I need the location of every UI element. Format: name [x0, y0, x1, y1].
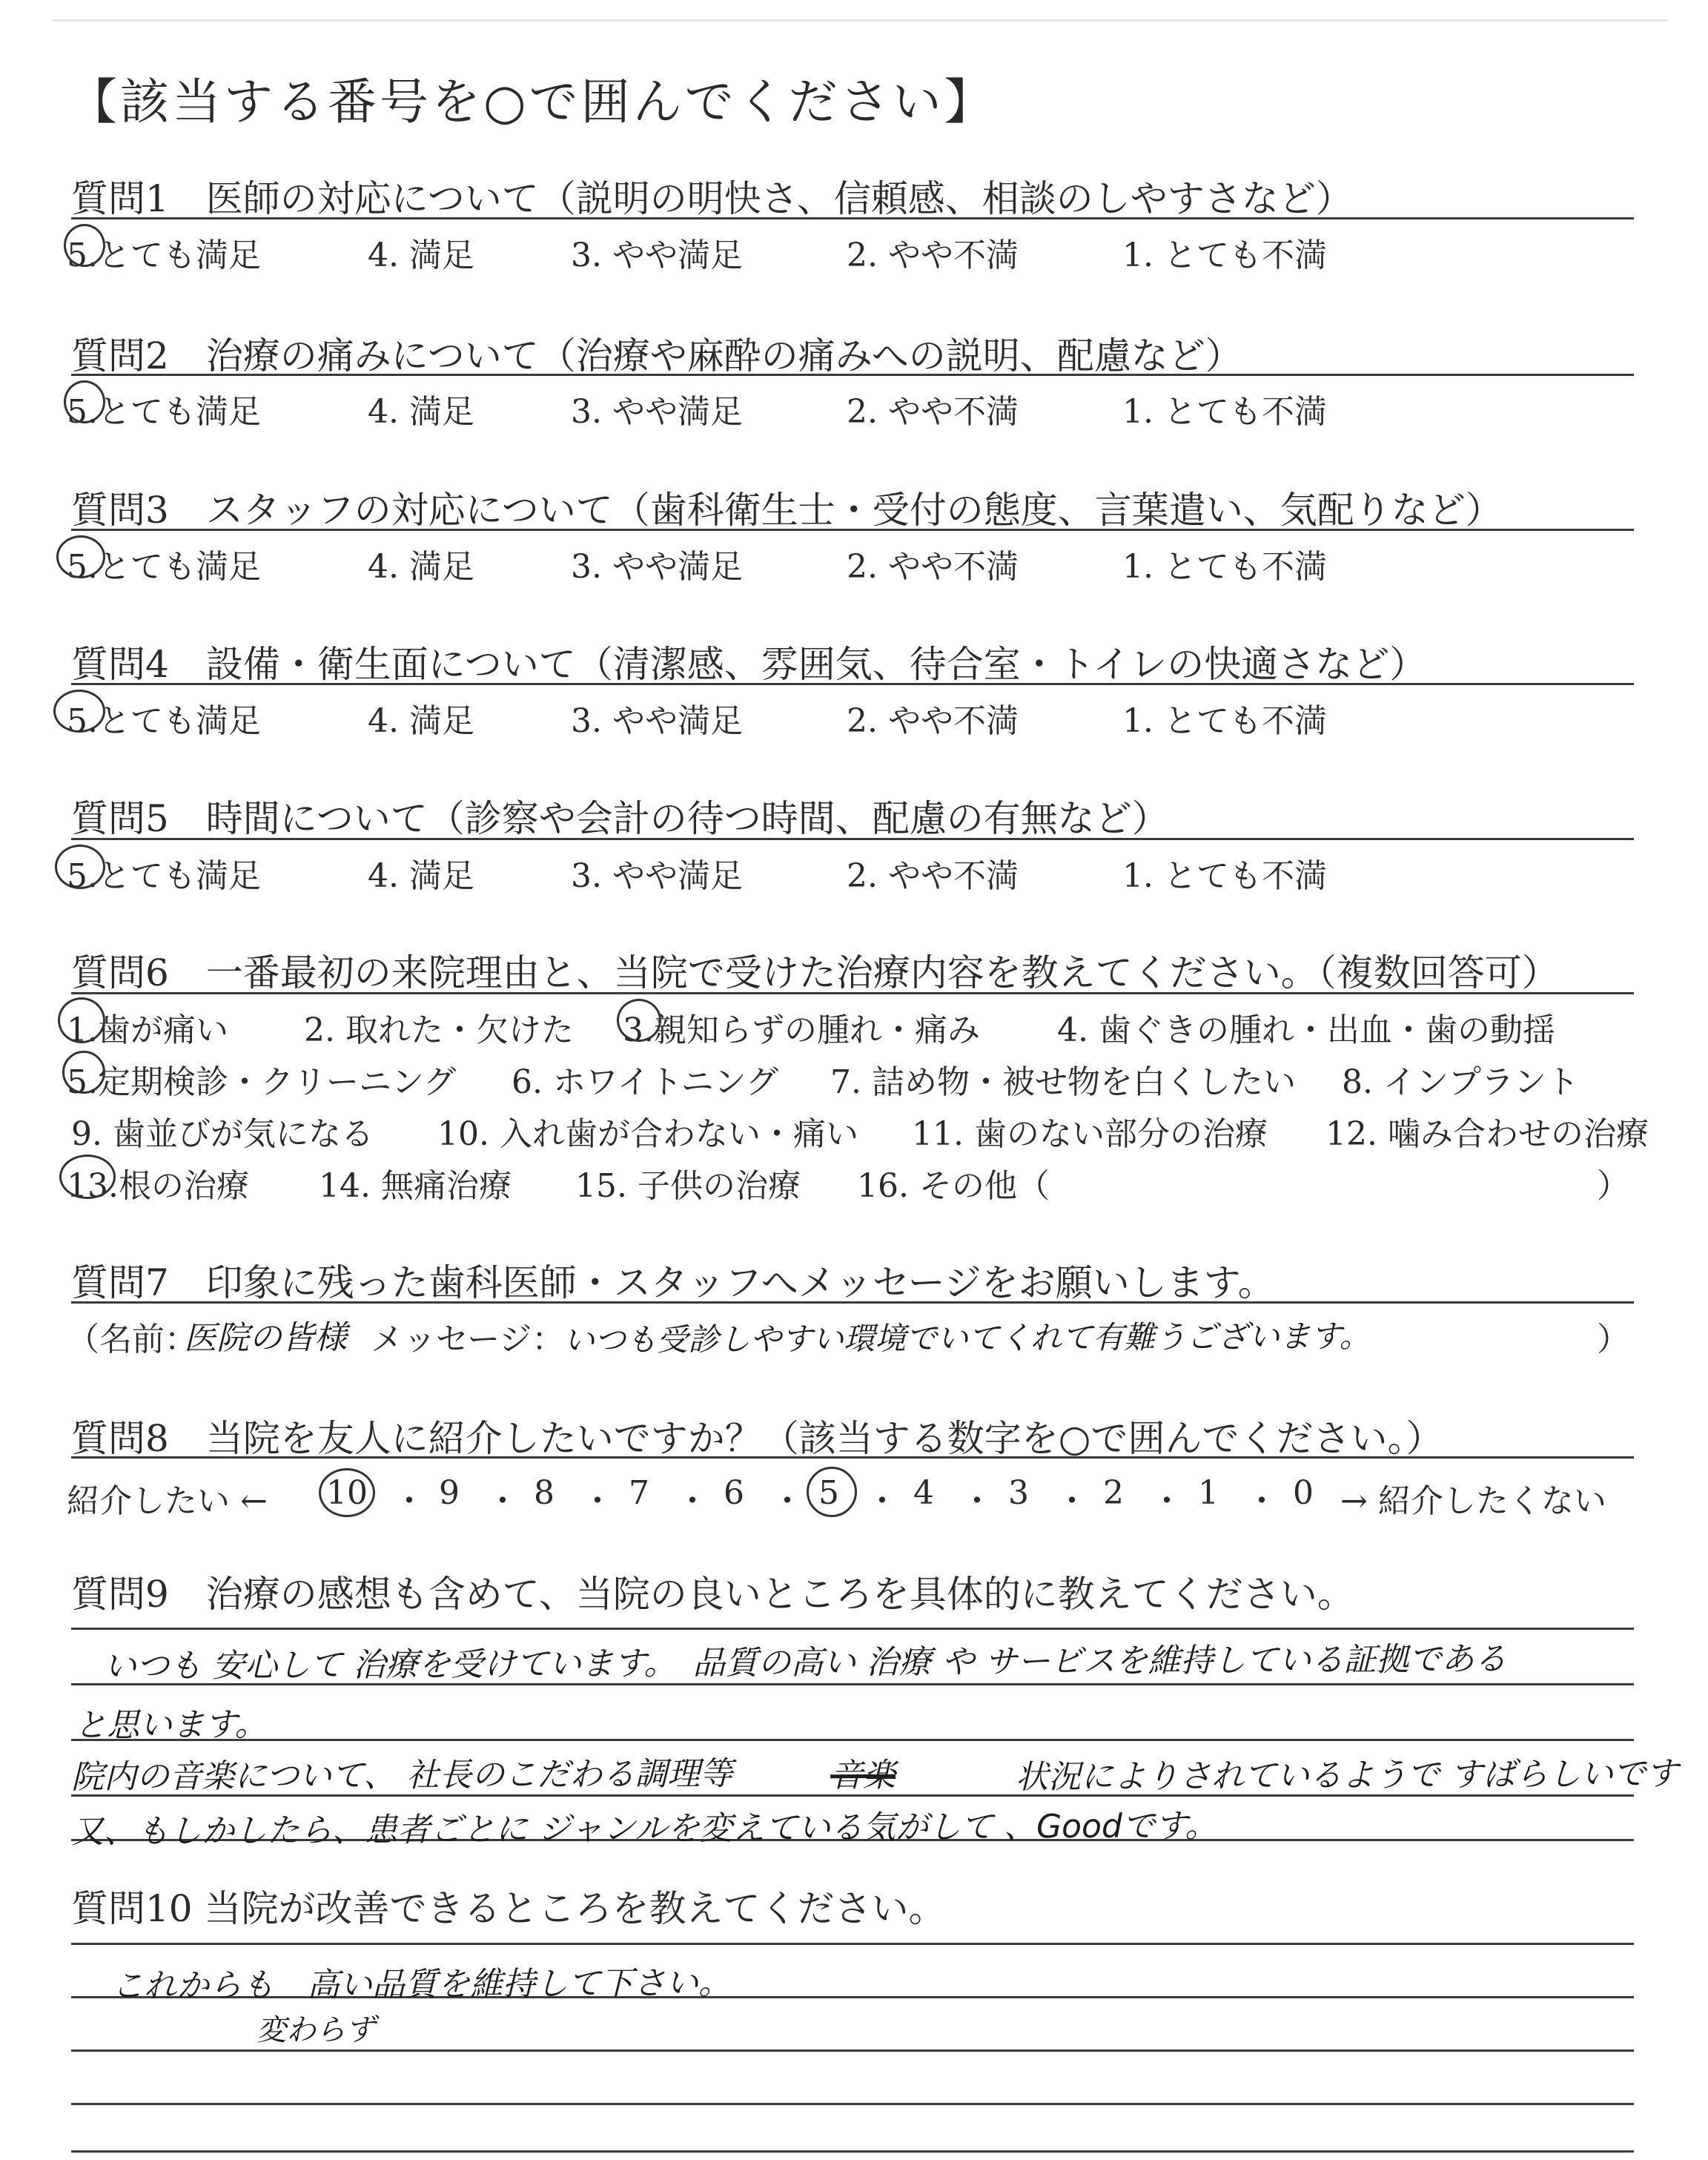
q9-answer-line-3b[interactable]: 状況によりされているようで すばらしいです: [1015, 1754, 1679, 1797]
q6-item-9[interactable]: 9. 歯並びが気になる: [71, 1115, 374, 1153]
q4-option-4[interactable]: 4. 満足: [368, 702, 474, 740]
q2-option-3[interactable]: 3. やや満足: [571, 393, 743, 431]
question-1-rule: [71, 217, 1634, 219]
q3-answer-circle: [56, 535, 105, 578]
q9-line-1: [71, 1628, 1634, 1630]
q6-row-1: [67, 1003, 1661, 1049]
q7-name-label: （名前：: [67, 1321, 197, 1358]
q5-option-3[interactable]: 3. やや満足: [571, 857, 743, 895]
q5-option-2[interactable]: 2. やや不満: [847, 857, 1019, 895]
q8-dot: ・: [486, 1482, 519, 1520]
q4-option-3[interactable]: 3. やや満足: [571, 702, 743, 740]
question-8: 質問8 当院を友人に紹介したいですか？（該当する数字を○で囲んでください。）: [71, 1417, 1443, 1460]
q8-dot: ・: [866, 1482, 898, 1520]
q6-item-3[interactable]: 3.親知らずの腫れ・痛み: [623, 1011, 980, 1049]
question-4-options: [67, 694, 1661, 740]
q8-num-8[interactable]: 8: [534, 1474, 555, 1512]
q8-left-label: 紹介したい ←: [67, 1482, 268, 1520]
q6-item-1-circle: [58, 997, 105, 1043]
q8-dot: ・: [393, 1482, 426, 1520]
q7-message-handwriting[interactable]: いつも受診しやすい環境でいてくれて有難うございます。: [563, 1318, 1371, 1358]
q8-dot: ・: [676, 1482, 709, 1520]
q8-num-2[interactable]: 2: [1103, 1474, 1124, 1512]
question-4: 質問4 設備・衛生面について（清潔感、雰囲気、待合室・トイレの快適さなど）: [71, 643, 1427, 686]
q6-item-15[interactable]: 15. 子供の治療: [575, 1167, 801, 1205]
q8-dot: ・: [1245, 1482, 1278, 1520]
q5-option-4[interactable]: 4. 満足: [368, 857, 474, 895]
q4-answer-circle: [53, 690, 105, 733]
question-8-rule: [71, 1456, 1634, 1459]
q2-option-1[interactable]: 1. とても不満: [1122, 393, 1327, 431]
q9-line-3: [71, 1739, 1634, 1741]
q6-item-16-close: ）: [1597, 1167, 1629, 1205]
q6-item-13[interactable]: 13.根の治療: [67, 1167, 249, 1205]
q10-line-3: [71, 2050, 1634, 2052]
q6-item-8[interactable]: 8. インプラント: [1342, 1063, 1579, 1101]
q6-item-5[interactable]: 5.定期検診・クリーニング: [67, 1063, 457, 1101]
q6-row-3: [67, 1107, 1661, 1153]
q6-item-16[interactable]: 16. その他（: [857, 1167, 1050, 1205]
question-3: 質問3 スタッフの対応について（歯科衛生士・受付の態度、言葉遣い、気配りなど）: [71, 489, 1503, 532]
q1-option-4[interactable]: 4. 満足: [368, 237, 474, 274]
q8-num-9[interactable]: 9: [439, 1474, 460, 1512]
q9-struck-word: 音楽: [830, 1756, 896, 1795]
question-6: 質問6 一番最初の来院理由と、当院で受けた治療内容を教えてください。（複数回答可）: [71, 951, 1559, 994]
question-1-options: [67, 228, 1661, 274]
q8-scribble-circle-5: [807, 1467, 857, 1517]
q7-message-label: メッセージ：: [371, 1321, 565, 1358]
q8-answer-circle-10: [319, 1468, 375, 1517]
q6-item-12[interactable]: 12. 噛み合わせの治療: [1325, 1115, 1649, 1153]
question-7-rule: [71, 1301, 1634, 1304]
q6-item-14[interactable]: 14. 無痛治療: [319, 1167, 512, 1205]
question-3-options: [67, 540, 1661, 586]
q6-row-4: [67, 1159, 1661, 1205]
q7-close-paren: ）: [1597, 1321, 1629, 1358]
q1-answer-circle: [64, 224, 105, 267]
question-3-rule: [71, 529, 1634, 531]
question-10: 質問10 当院が改善できるところを教えてください。: [71, 1887, 946, 1930]
q4-option-1[interactable]: 1. とても不満: [1122, 702, 1327, 740]
q8-num-7[interactable]: 7: [629, 1474, 649, 1512]
q5-option-5[interactable]: 5.とても満足: [67, 857, 261, 895]
q10-answer-line[interactable]: これからも 高い品質を維持して下さい。: [110, 1964, 732, 2006]
q6-item-1[interactable]: 1.歯が痛い: [67, 1011, 228, 1049]
q5-answer-circle: [55, 845, 105, 889]
q6-item-5-circle: [62, 1051, 105, 1094]
q6-item-6[interactable]: 6. ホワイトニング: [512, 1063, 779, 1101]
q8-num-4[interactable]: 4: [913, 1474, 934, 1512]
q6-item-13-circle: [59, 1155, 116, 1199]
q8-right-label: → 紹介したくない: [1340, 1482, 1606, 1520]
q9-answer-line-2[interactable]: と思います。: [73, 1705, 268, 1745]
top-rule: [52, 19, 1668, 22]
q1-option-1[interactable]: 1. とても不満: [1122, 237, 1327, 274]
question-9: 質問9 治療の感想も含めて、当院の良いところを具体的に教えてください。: [71, 1573, 1354, 1616]
q5-option-1[interactable]: 1. とても不満: [1122, 857, 1327, 895]
q6-item-4[interactable]: 4. 歯ぐきの腫れ・出血・歯の動揺: [1057, 1011, 1555, 1049]
question-6-rule: [71, 992, 1634, 994]
q10-insert-text[interactable]: 変わらず: [256, 2012, 376, 2048]
q2-option-5[interactable]: 5.とても満足: [67, 393, 261, 431]
question-5-options: [67, 849, 1661, 895]
question-2-options: [67, 385, 1661, 431]
q8-dot: ・: [1056, 1482, 1088, 1520]
q3-option-2[interactable]: 2. やや不満: [847, 548, 1019, 586]
q8-num-3[interactable]: 3: [1008, 1474, 1029, 1512]
question-2-rule: [71, 374, 1634, 376]
q1-option-3[interactable]: 3. やや満足: [571, 237, 743, 274]
q8-dot: ・: [1151, 1482, 1183, 1520]
q8-dot: ・: [961, 1482, 993, 1520]
q8-num-10[interactable]: 10: [326, 1474, 368, 1512]
page-title: 【該当する番号を○で囲んでください】: [68, 73, 996, 131]
q8-num-1[interactable]: 1: [1198, 1474, 1219, 1512]
question-5: 質問5 時間について（診察や会計の待つ時間、配慮の有無など）: [71, 797, 1169, 840]
question-4-rule: [71, 683, 1634, 685]
q8-dot: ・: [771, 1482, 804, 1520]
q9-answer-line-1[interactable]: いつも 安心して 治療を受けています。 品質の高い 治療 や サービスを維持している証拠である: [103, 1640, 1507, 1685]
q3-option-3[interactable]: 3. やや満足: [571, 548, 743, 586]
q8-num-6[interactable]: 6: [724, 1474, 744, 1512]
q4-option-5[interactable]: 5.とても満足: [67, 702, 261, 740]
q1-option-2[interactable]: 2. やや不満: [847, 237, 1019, 274]
q8-num-5[interactable]: 5: [818, 1474, 839, 1512]
q10-line-4: [71, 2103, 1634, 2105]
q2-option-4[interactable]: 4. 満足: [368, 393, 474, 431]
q8-scale: [67, 1474, 1661, 1520]
q10-line-1: [71, 1943, 1634, 1945]
question-1: 質問1 医師の対応について（説明の明快さ、信頼感、相談のしやすさなど）: [71, 177, 1353, 220]
q9-answer-line-4[interactable]: 又、もしかしたら、患者ごとに ジャンルを変えている気がして 、Goodです。: [70, 1806, 1218, 1852]
q2-option-2[interactable]: 2. やや不満: [847, 393, 1019, 431]
question-7: 質問7 印象に残った歯科医師・スタッフへメッセージをお願いします。: [71, 1261, 1275, 1304]
q4-option-2[interactable]: 2. やや不満: [847, 702, 1019, 740]
q6-row-2: [67, 1055, 1661, 1101]
question-5-rule: [71, 838, 1634, 840]
q9-answer-line-3a[interactable]: 院内の音楽について、 社長のこだわる調理等: [70, 1754, 733, 1797]
q3-option-1[interactable]: 1. とても不満: [1122, 548, 1327, 586]
q2-answer-circle: [64, 380, 105, 423]
q6-item-3-circle: [617, 999, 661, 1042]
q10-line-5: [71, 2150, 1634, 2153]
question-2: 質問2 治療の痛みについて（治療や麻酔の痛みへの説明、配慮など）: [71, 334, 1242, 377]
q7-message-row: [67, 1312, 1661, 1358]
q6-item-10[interactable]: 10. 入れ歯が合わない・痛い: [437, 1115, 858, 1153]
q3-option-4[interactable]: 4. 満足: [368, 548, 474, 586]
q8-dot: ・: [581, 1482, 614, 1520]
q6-item-11[interactable]: 11. 歯のない部分の治療: [912, 1115, 1268, 1153]
q8-num-0[interactable]: 0: [1293, 1474, 1314, 1512]
q3-option-5[interactable]: 5.とても満足: [67, 548, 261, 586]
q1-option-5[interactable]: 5.とても満足: [67, 237, 261, 274]
q6-item-7[interactable]: 7. 詰め物・被せ物を白くしたい: [830, 1063, 1296, 1101]
q6-item-2[interactable]: 2. 取れた・欠けた: [304, 1011, 574, 1049]
q7-name-handwriting[interactable]: 医院の皆様: [183, 1318, 348, 1358]
